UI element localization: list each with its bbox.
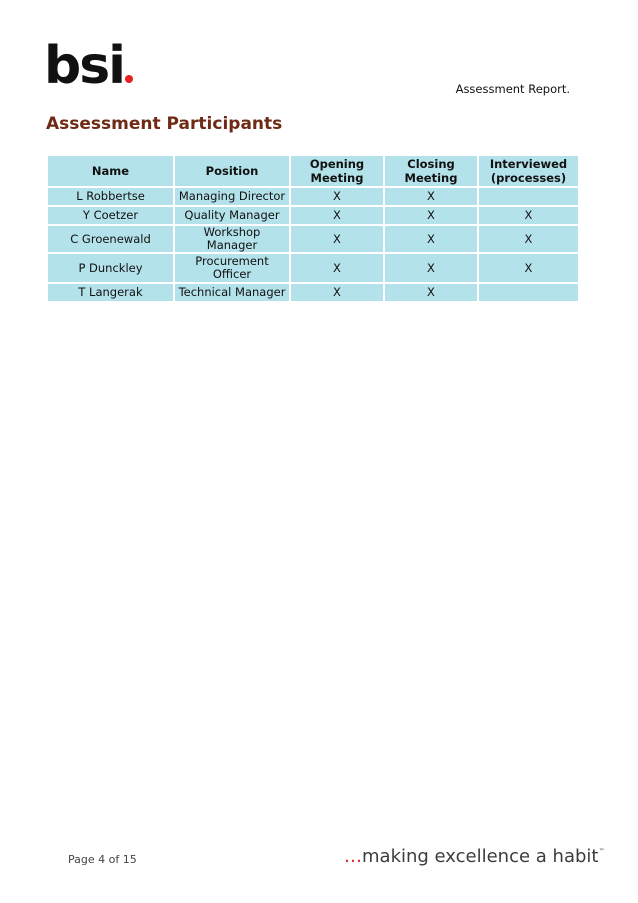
cell-interviewed: X [478,206,579,225]
cell-opening: X [290,206,384,225]
page-number: Page 4 of 15 [68,853,137,866]
table-header-row [47,155,579,187]
table-row [47,253,579,283]
cell-closing: X [384,253,478,283]
cell-position: Quality Manager [174,206,290,225]
bsi-logo [44,38,133,94]
cell-opening: X [290,187,384,206]
cell-name: Y Coetzer [47,206,174,225]
column-header-opening-meeting: Opening Meeting [290,155,384,187]
cell-closing: X [384,283,478,302]
cell-name: T Langerak [47,283,174,302]
cell-opening: X [290,283,384,302]
column-header-interviewed: Interviewed (processes) [478,155,579,187]
cell-closing: X [384,206,478,225]
table-row [47,206,579,225]
participants-table [46,154,580,303]
column-header-name: Name [47,155,174,187]
table-row [47,187,579,206]
tagline-ellipsis: … [344,846,362,867]
cell-name: L Robbertse [47,187,174,206]
cell-interviewed: X [478,225,579,253]
cell-closing: X [384,187,478,206]
section-title: Assessment Participants [46,114,283,134]
report-label: Assessment Report. [455,82,570,96]
tagline-text: making excellence a habit [362,846,599,867]
cell-interviewed [478,283,579,302]
table-row [47,225,579,253]
cell-interviewed [478,187,579,206]
column-header-position: Position [174,155,290,187]
table-row [47,283,579,302]
cell-position: Managing Director [174,187,290,206]
cell-position: Workshop Manager [174,225,290,253]
trademark-mark: ™ [598,848,605,855]
cell-name: P Dunckley [47,253,174,283]
column-header-closing-meeting: Closing Meeting [384,155,478,187]
tagline [344,846,604,867]
cell-opening: X [290,253,384,283]
logo-dot [125,75,133,83]
cell-interviewed: X [478,253,579,283]
cell-position: Procurement Officer [174,253,290,283]
cell-opening: X [290,225,384,253]
cell-position: Technical Manager [174,283,290,302]
cell-name: C Groenewald [47,225,174,253]
logo-text: bsi [44,36,124,96]
cell-closing: X [384,225,478,253]
